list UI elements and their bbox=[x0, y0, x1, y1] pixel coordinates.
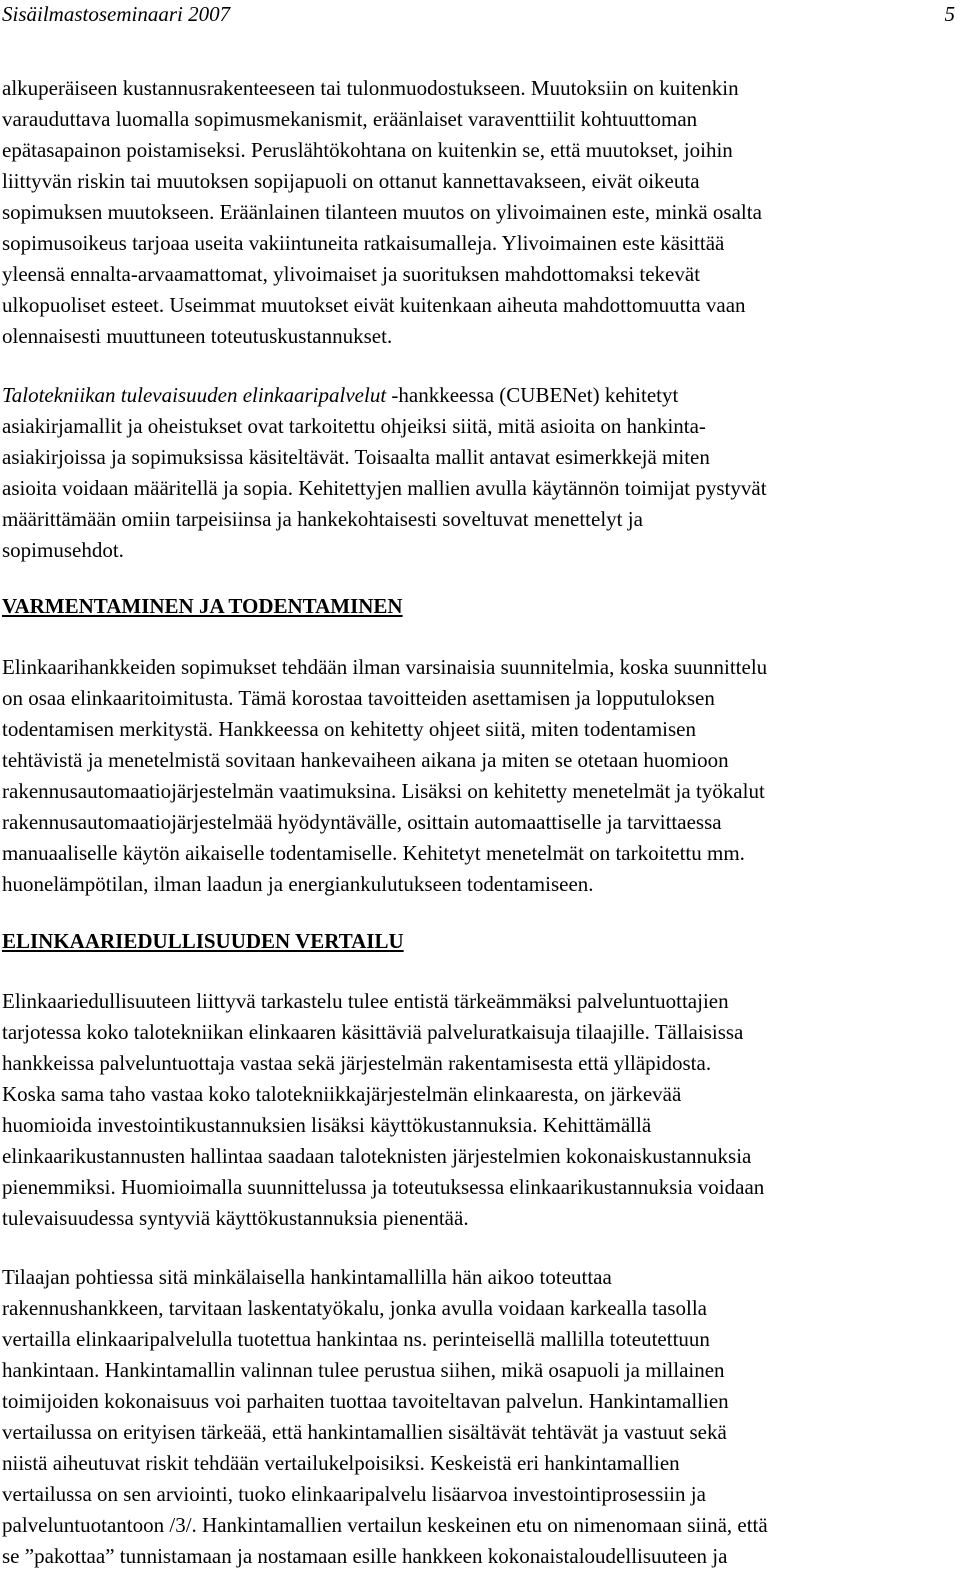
text-line: ulkopuoliset esteet. Useimmat muutokset eivät kuitenkaan aiheuta mahdottomuutta vaan bbox=[2, 293, 746, 317]
document-page bbox=[2, 0, 957, 1568]
paragraph-3 bbox=[2, 652, 957, 900]
header-title: Sisäilmastoseminaari 2007 bbox=[2, 2, 231, 26]
text-line: asioita voidaan määritellä ja sopia. Kehitettyjen mallien avulla käytännön toimijat pystyvät bbox=[2, 476, 767, 500]
section-heading-elinkaariedullisuus: ELINKAARIEDULLISUUDEN VERTAILU bbox=[2, 929, 404, 953]
text-line: rakennushankkeen, tarvitaan laskentatyökalu, jonka avulla voidaan karkealla tasolla bbox=[2, 1296, 707, 1320]
text-line: palveluntuotantoon /3/. Hankintamallien vertailun keskeinen etu on nimenomaan siinä, että bbox=[2, 1513, 768, 1537]
paragraph-5 bbox=[2, 1262, 957, 1572]
text-line: rakennusautomaatiojärjestelmän vaatimuksina. Lisäksi on kehitetty menetelmät ja työkalut bbox=[2, 779, 765, 803]
first-line-rest: -hankkeessa (CUBENet) kehitetyt bbox=[386, 383, 679, 407]
text-line: varauduttava luomalla sopimusmekanismit, eräänlaiset varaventtiilit kohtuuttoman bbox=[2, 107, 698, 131]
text-line: hankkeissa palveluntuottaja vastaa sekä järjestelmän rakentamisesta että ylläpidosta. bbox=[2, 1051, 712, 1075]
text-line: sopimusoikeus tarjoaa useita vakiintuneita ratkaisumalleja. Ylivoimainen este käsittää bbox=[2, 231, 725, 255]
text-line: tulevaisuudessa syntyviä käyttökustannuksia pienentää. bbox=[2, 1206, 469, 1230]
text-line: asiakirjoissa ja sopimuksissa käsiteltävät. Toisaalta mallit antavat esimerkkejä miten bbox=[2, 445, 710, 469]
text-line: se ”pakottaa” tunnistamaan ja nostamaan esille hankkeen kokonaistaloudellisuuteen ja bbox=[2, 1544, 728, 1568]
text-line: yleensä ennalta-arvaamattomat, ylivoimaiset ja suorituksen mahdottomaksi tekevät bbox=[2, 262, 701, 286]
text-line: pienemmiksi. Huomioimalla suunnittelussa ja toteutuksessa elinkaarikustannuksia voidaan bbox=[2, 1175, 765, 1199]
text-line: sopimuksen muutokseen. Eräänlainen tilanteen muutos on ylivoimainen este, minkä osalta bbox=[2, 200, 762, 224]
page-number: 5 bbox=[944, 2, 955, 26]
text-line: elinkaarikustannusten hallintaa saadaan taloteknisten järjestelmien kokonaiskustannuksia bbox=[2, 1144, 752, 1168]
text-line: huonelämpötilan, ilman laadun ja energiankulutukseen todentamiseen. bbox=[2, 872, 594, 896]
text-line: manuaaliselle käytön aikaiselle todentamiselle. Kehitetyt menetelmät on tarkoitettu mm. bbox=[2, 841, 745, 865]
text-line: asiakirjamallit ja oheistukset ovat tarkoitettu ohjeiksi siitä, mitä asioita on hankinta- bbox=[2, 414, 706, 438]
text-line: hankintaan. Hankintamallin valinnan tulee perustua siihen, mikä osapuoli ja millainen bbox=[2, 1358, 725, 1382]
paragraph-1 bbox=[2, 73, 957, 352]
text-line: vertailussa on sen arviointi, tuoko elinkaaripalvelu lisäarvoa investointiprosessiin ja bbox=[2, 1482, 706, 1506]
paragraph-2 bbox=[2, 380, 957, 566]
text-line: sopimusehdot. bbox=[2, 538, 124, 562]
text-line: Elinkaariedullisuuteen liittyvä tarkastelu tulee entistä tärkeämmäksi palveluntuottajien bbox=[2, 989, 729, 1013]
section-heading-varmentaminen: VARMENTAMINEN JA TODENTAMINEN bbox=[2, 594, 403, 618]
text-line: määrittämään omiin tarpeisiinsa ja hankekohtaisesti soveltuvat menettelyt ja bbox=[2, 507, 643, 531]
text-line: Elinkaarihankkeiden sopimukset tehdään ilman varsinaisia suunnitelmia, koska suunnittelu bbox=[2, 655, 768, 679]
text-line: tarjotessa koko talotekniikan elinkaaren käsittäviä palveluratkaisuja tilaajille. Tällaisissa bbox=[2, 1020, 744, 1044]
text-line: vertailussa on erityisen tärkeää, että hankintamallien sisältävät tehtävät ja vastuut sekä bbox=[2, 1420, 727, 1444]
text-line: todentamisen merkitystä. Hankkeessa on kehitetty ohjeet siitä, miten todentamisen bbox=[2, 717, 696, 741]
text-line: tehtävistä ja menetelmistä sovitaan hankevaiheen aikana ja miten se otetaan huomioon bbox=[2, 748, 729, 772]
text-line: on osaa elinkaaritoimitusta. Tämä korostaa tavoitteiden asettamisen ja lopputuloksen bbox=[2, 686, 715, 710]
project-name: Talotekniikan tulevaisuuden elinkaaripalvelut bbox=[2, 383, 387, 407]
text-line: Koska sama taho vastaa koko talotekniikkajärjestelmän elinkaaresta, on järkevää bbox=[2, 1082, 682, 1106]
text-line: huomioida investointikustannuksien lisäksi käyttökustannuksia. Kehittämällä bbox=[2, 1113, 652, 1137]
paragraph-4 bbox=[2, 986, 957, 1234]
text-line: Tilaajan pohtiessa sitä minkälaisella hankintamallilla hän aikoo toteuttaa bbox=[2, 1265, 612, 1289]
page-header bbox=[2, 0, 957, 30]
text-line: olennaisesti muuttuneen toteutuskustannukset. bbox=[2, 324, 393, 348]
text-line: toimijoiden kokonaisuus voi parhaiten tuottaa tavoiteltavan palvelun. Hankintamallien bbox=[2, 1389, 729, 1413]
text-line: liittyvän riskin tai muutoksen sopijapuoli on ottanut kannettavakseen, eivät oikeuta bbox=[2, 169, 700, 193]
text-line: epätasapainon poistamiseksi. Peruslähtökohtana on kuitenkin se, että muutokset, joihin bbox=[2, 138, 733, 162]
text-line: alkuperäiseen kustannusrakenteeseen tai tulonmuodostukseen. Muutoksiin on kuitenkin bbox=[2, 76, 739, 100]
text-line: vertailla elinkaaripalvelulla tuotettua hankintaa ns. perinteisellä mallilla toteutettuun bbox=[2, 1327, 710, 1351]
text-line: rakennusautomaatiojärjestelmää hyödyntävälle, osittain automaattiselle ja tarvittaessa bbox=[2, 810, 722, 834]
text-line: niistä aiheutuvat riskit tehdään vertailukelpoisiksi. Keskeistä eri hankintamallien bbox=[2, 1451, 680, 1475]
text-line bbox=[2, 380, 957, 411]
